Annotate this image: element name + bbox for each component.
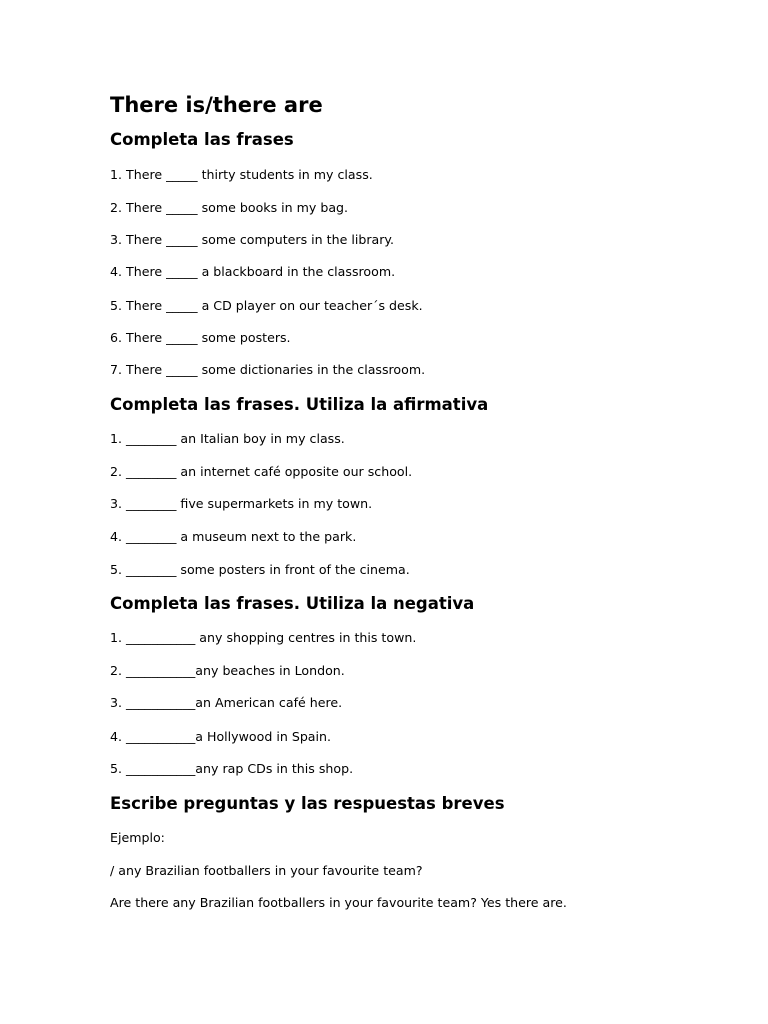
exercise-item: 3. There _____ some computers in the library. xyxy=(110,232,395,247)
section-heading-negativa: Completa las frases. Utiliza la negativa xyxy=(110,594,475,613)
document-title: There is/there are xyxy=(110,93,323,117)
exercise-item: 2. There _____ some books in my bag. xyxy=(110,200,349,215)
exercise-item: 2. ________ an internet café opposite our school. xyxy=(110,464,413,479)
section-heading-completa: Completa las frases xyxy=(110,130,294,149)
exercise-item: 1. There _____ thirty students in my class. xyxy=(110,167,373,182)
exercise-item: 4. ___________a Hollywood in Spain. xyxy=(110,729,332,744)
example-answer: Are there any Brazilian footballers in your favourite team? Yes there are. xyxy=(110,895,567,910)
exercise-item: 5. There _____ a CD player on our teacher´s desk. xyxy=(110,298,423,313)
exercise-item: 4. ________ a museum next to the park. xyxy=(110,529,357,544)
exercise-item: 7. There _____ some dictionaries in the classroom. xyxy=(110,362,426,377)
exercise-item: 3. ________ five supermarkets in my town. xyxy=(110,496,373,511)
exercise-item: 2. ___________any beaches in London. xyxy=(110,663,345,678)
exercise-item: 4. There _____ a blackboard in the classroom. xyxy=(110,264,396,279)
exercise-item: 6. There _____ some posters. xyxy=(110,330,291,345)
exercise-item: 5. ________ some posters in front of the cinema. xyxy=(110,562,410,577)
exercise-item: 1. ________ an Italian boy in my class. xyxy=(110,431,345,446)
exercise-item: 5. ___________any rap CDs in this shop. xyxy=(110,761,354,776)
example-prompt: / any Brazilian footballers in your favourite team? xyxy=(110,863,423,878)
example-label: Ejemplo: xyxy=(110,830,165,845)
exercise-item: 3. ___________an American café here. xyxy=(110,695,343,710)
section-heading-afirmativa: Completa las frases. Utiliza la afirmativa xyxy=(110,395,489,414)
exercise-item: 1. ___________ any shopping centres in this town. xyxy=(110,630,417,645)
section-heading-preguntas: Escribe preguntas y las respuestas breves xyxy=(110,794,505,813)
